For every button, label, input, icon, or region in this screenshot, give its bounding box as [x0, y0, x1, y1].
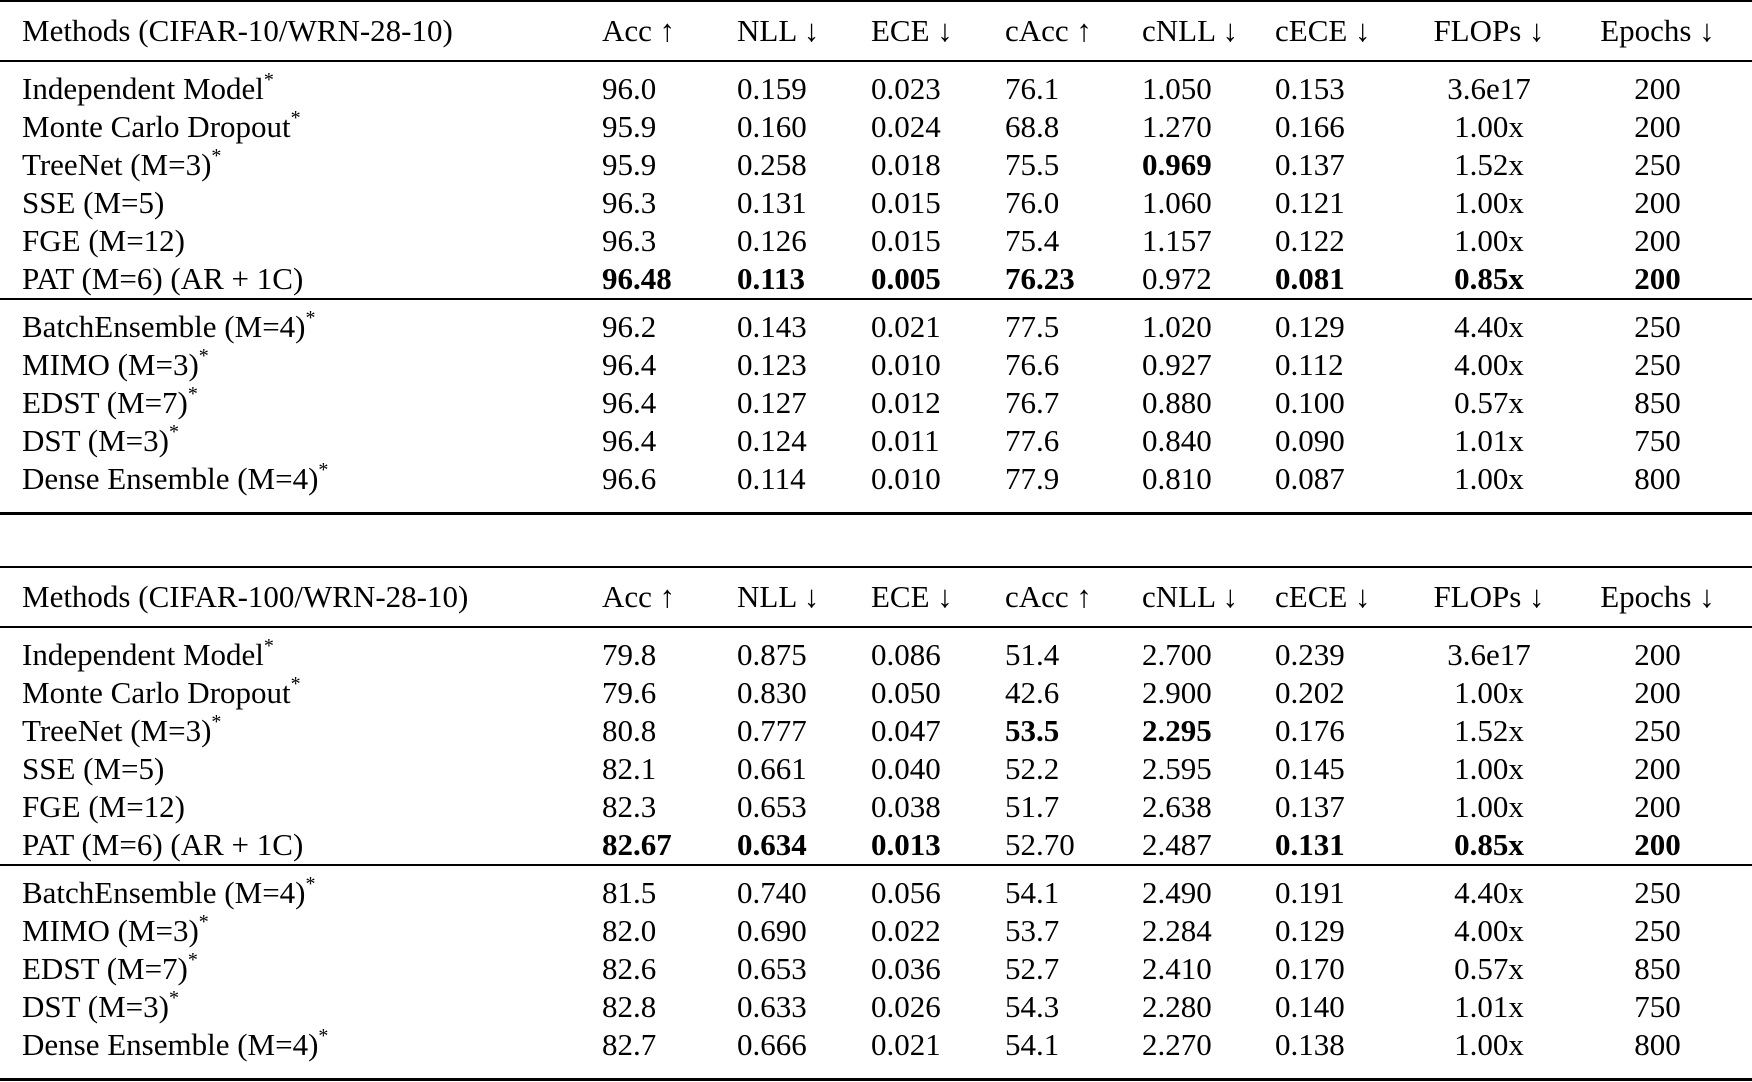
footnote-star: *	[211, 144, 222, 167]
method-cell	[0, 70, 602, 108]
table-row	[0, 788, 1752, 826]
footnote-star: *	[211, 710, 222, 733]
value-cell: 0.972	[1142, 261, 1212, 296]
method-name: Monte Carlo Dropout	[22, 109, 291, 144]
table-row	[0, 308, 1752, 346]
value-cell: 850	[1634, 951, 1681, 986]
value-cell: 4.40x	[1454, 309, 1524, 344]
value-cell: 0.57x	[1454, 951, 1524, 986]
footnote-star: *	[198, 910, 209, 933]
method-cell	[0, 826, 602, 865]
value-cell: 0.122	[1275, 223, 1345, 258]
value-cell: 0.113	[737, 261, 806, 296]
value-cell: 0.137	[1275, 147, 1345, 182]
results-table	[0, 566, 1752, 1081]
value-cell: 3.6e17	[1447, 637, 1531, 672]
value-cell: 0.145	[1275, 751, 1345, 786]
method-name: DST (M=3)	[22, 989, 169, 1024]
value-cell: 54.1	[1005, 1027, 1060, 1062]
value-cell: 42.6	[1005, 675, 1060, 710]
value-cell: 51.7	[1005, 789, 1060, 824]
value-cell: 0.021	[871, 309, 941, 344]
value-cell: 0.015	[871, 223, 941, 258]
method-cell	[0, 674, 602, 712]
value-cell: 0.012	[871, 385, 941, 420]
value-cell: 2.900	[1142, 675, 1212, 710]
value-cell: 0.081	[1275, 261, 1345, 296]
method-name: SSE (M=5)	[22, 185, 165, 220]
method-name: Monte Carlo Dropout	[22, 675, 291, 710]
methods-header: Methods (CIFAR-100/WRN-28-10)	[22, 579, 469, 614]
value-cell: 0.011	[871, 423, 940, 458]
value-cell: 0.170	[1275, 951, 1345, 986]
value-cell: 0.85x	[1454, 827, 1524, 862]
value-cell: 0.124	[737, 423, 807, 458]
value-cell: 0.022	[871, 913, 941, 948]
cifar100-results-table	[0, 566, 1752, 1081]
value-cell: 0.880	[1142, 385, 1212, 420]
method-cell	[0, 184, 602, 222]
value-cell: 1.270	[1142, 109, 1212, 144]
value-cell: 53.5	[1005, 713, 1060, 748]
value-cell: 80.8	[602, 713, 657, 748]
table-row	[0, 750, 1752, 788]
cifar10-results-table	[0, 0, 1752, 515]
value-cell: 96.0	[602, 71, 657, 106]
value-cell: 0.040	[871, 751, 941, 786]
value-cell: 95.9	[602, 109, 657, 144]
column-header: Epochs ↓	[1600, 13, 1715, 48]
value-cell: 1.157	[1142, 223, 1212, 258]
method-name: DST (M=3)	[22, 423, 169, 458]
value-cell: 82.0	[602, 913, 657, 948]
value-cell: 1.060	[1142, 185, 1212, 220]
value-cell: 96.4	[602, 423, 657, 458]
value-cell: 96.3	[602, 185, 657, 220]
method-cell	[0, 384, 602, 422]
value-cell: 0.927	[1142, 347, 1212, 382]
value-cell: 250	[1634, 147, 1681, 182]
footnote-star: *	[187, 382, 198, 405]
table-row	[0, 184, 1752, 222]
table-row	[0, 108, 1752, 146]
value-cell: 0.140	[1275, 989, 1345, 1024]
column-header: cECE ↓	[1275, 579, 1371, 614]
table-row	[0, 1026, 1752, 1064]
value-cell: 0.690	[737, 913, 807, 948]
value-cell: 250	[1634, 309, 1681, 344]
value-cell: 96.3	[602, 223, 657, 258]
column-header: ECE ↓	[871, 579, 953, 614]
method-name: TreeNet (M=3)	[22, 147, 212, 182]
header-row	[0, 1, 1752, 61]
value-cell: 200	[1634, 109, 1681, 144]
value-cell: 0.653	[737, 789, 807, 824]
value-cell: 0.740	[737, 875, 807, 910]
value-cell: 54.1	[1005, 875, 1060, 910]
value-cell: 1.00x	[1454, 675, 1524, 710]
footnote-star: *	[290, 672, 301, 695]
value-cell: 4.00x	[1454, 913, 1524, 948]
value-cell: 200	[1634, 675, 1681, 710]
value-cell: 200	[1634, 71, 1681, 106]
value-cell: 79.6	[602, 675, 657, 710]
footnote-star: *	[305, 306, 316, 329]
method-name: EDST (M=7)	[22, 951, 188, 986]
value-cell: 200	[1634, 751, 1681, 786]
value-cell: 0.830	[737, 675, 807, 710]
value-cell: 51.4	[1005, 637, 1060, 672]
value-cell: 1.00x	[1454, 185, 1524, 220]
value-cell: 0.114	[737, 461, 806, 496]
footnote-star: *	[263, 68, 274, 91]
column-header: NLL ↓	[737, 13, 820, 48]
table-row	[0, 950, 1752, 988]
value-cell: 0.666	[737, 1027, 807, 1062]
footnote-star: *	[168, 986, 179, 1009]
value-cell: 0.127	[737, 385, 807, 420]
value-cell: 76.1	[1005, 71, 1060, 106]
value-cell: 76.0	[1005, 185, 1060, 220]
table-row	[0, 70, 1752, 108]
value-cell: 2.270	[1142, 1027, 1212, 1062]
value-cell: 0.131	[737, 185, 807, 220]
value-cell: 850	[1634, 385, 1681, 420]
table-row	[0, 636, 1752, 674]
value-cell: 0.100	[1275, 385, 1345, 420]
method-cell	[0, 1026, 602, 1064]
method-name: MIMO (M=3)	[22, 347, 199, 382]
value-cell: 76.6	[1005, 347, 1060, 382]
value-cell: 0.159	[737, 71, 807, 106]
method-name: SSE (M=5)	[22, 751, 165, 786]
table-row	[0, 222, 1752, 260]
column-header: cNLL ↓	[1142, 13, 1239, 48]
value-cell: 0.129	[1275, 309, 1345, 344]
value-cell: 76.23	[1005, 261, 1075, 296]
value-cell: 0.090	[1275, 423, 1345, 458]
value-cell: 0.018	[871, 147, 941, 182]
value-cell: 96.48	[602, 261, 672, 296]
value-cell: 79.8	[602, 637, 657, 672]
value-cell: 200	[1634, 185, 1681, 220]
value-cell: 82.67	[602, 827, 672, 862]
column-header: FLOPs ↓	[1433, 579, 1545, 614]
method-name: BatchEnsemble (M=4)	[22, 875, 306, 910]
value-cell: 0.810	[1142, 461, 1212, 496]
footnote-star: *	[318, 1024, 329, 1047]
value-cell: 4.40x	[1454, 875, 1524, 910]
value-cell: 0.126	[737, 223, 807, 258]
value-cell: 0.258	[737, 147, 807, 182]
value-cell: 250	[1634, 875, 1681, 910]
value-cell: 1.00x	[1454, 461, 1524, 496]
value-cell: 2.490	[1142, 875, 1212, 910]
value-cell: 96.6	[602, 461, 657, 496]
method-cell	[0, 146, 602, 184]
value-cell: 200	[1634, 789, 1681, 824]
method-cell	[0, 874, 602, 912]
value-cell: 0.129	[1275, 913, 1345, 948]
footnote-star: *	[263, 634, 274, 657]
method-name: Independent Model	[22, 71, 264, 106]
value-cell: 0.015	[871, 185, 941, 220]
value-cell: 2.295	[1142, 713, 1212, 748]
value-cell: 2.280	[1142, 989, 1212, 1024]
value-cell: 0.153	[1275, 71, 1345, 106]
value-cell: 96.4	[602, 385, 657, 420]
method-cell	[0, 260, 602, 299]
value-cell: 0.160	[737, 109, 807, 144]
table-row	[0, 460, 1752, 498]
table-row	[0, 874, 1752, 912]
value-cell: 2.410	[1142, 951, 1212, 986]
table-row	[0, 422, 1752, 460]
method-name: MIMO (M=3)	[22, 913, 199, 948]
value-cell: 0.969	[1142, 147, 1212, 182]
value-cell: 0.023	[871, 71, 941, 106]
value-cell: 0.121	[1275, 185, 1345, 220]
value-cell: 96.2	[602, 309, 657, 344]
value-cell: 0.087	[1275, 461, 1345, 496]
value-cell: 82.8	[602, 989, 657, 1024]
method-cell	[0, 222, 602, 260]
table-row	[0, 988, 1752, 1026]
value-cell: 52.70	[1005, 827, 1075, 862]
value-cell: 0.176	[1275, 713, 1345, 748]
method-name: Dense Ensemble (M=4)	[22, 461, 319, 496]
table-row	[0, 712, 1752, 750]
value-cell: 0.875	[737, 637, 807, 672]
value-cell: 96.4	[602, 347, 657, 382]
column-header: ECE ↓	[871, 13, 953, 48]
method-cell	[0, 636, 602, 674]
method-name: PAT (M=6) (AR + 1C)	[22, 827, 304, 862]
value-cell: 77.5	[1005, 309, 1060, 344]
method-name: FGE (M=12)	[22, 789, 186, 824]
value-cell: 0.050	[871, 675, 941, 710]
methods-header: Methods (CIFAR-10/WRN-28-10)	[22, 13, 453, 48]
table-row	[0, 384, 1752, 422]
value-cell: 800	[1634, 1027, 1681, 1062]
value-cell: 2.595	[1142, 751, 1212, 786]
value-cell: 0.024	[871, 109, 941, 144]
table-row	[0, 912, 1752, 950]
method-name: PAT (M=6) (AR + 1C)	[22, 261, 304, 296]
table-row	[0, 826, 1752, 865]
method-cell	[0, 712, 602, 750]
method-cell	[0, 912, 602, 950]
value-cell: 2.638	[1142, 789, 1212, 824]
header-row	[0, 567, 1752, 627]
value-cell: 750	[1634, 423, 1681, 458]
value-cell: 0.036	[871, 951, 941, 986]
value-cell: 250	[1634, 913, 1681, 948]
method-cell	[0, 346, 602, 384]
results-table	[0, 0, 1752, 515]
method-name: Independent Model	[22, 637, 264, 672]
value-cell: 200	[1634, 637, 1681, 672]
value-cell: 800	[1634, 461, 1681, 496]
value-cell: 53.7	[1005, 913, 1060, 948]
table-row	[0, 260, 1752, 299]
value-cell: 0.013	[871, 827, 941, 862]
value-cell: 0.038	[871, 789, 941, 824]
value-cell: 1.00x	[1454, 109, 1524, 144]
value-cell: 82.1	[602, 751, 657, 786]
table-row	[0, 346, 1752, 384]
footnote-star: *	[198, 344, 209, 367]
value-cell: 0.239	[1275, 637, 1345, 672]
value-cell: 4.00x	[1454, 347, 1524, 382]
value-cell: 0.086	[871, 637, 941, 672]
method-cell	[0, 750, 602, 788]
value-cell: 0.661	[737, 751, 807, 786]
value-cell: 3.6e17	[1447, 71, 1531, 106]
column-header: NLL ↓	[737, 579, 820, 614]
value-cell: 1.52x	[1454, 147, 1524, 182]
method-name: Dense Ensemble (M=4)	[22, 1027, 319, 1062]
method-name: EDST (M=7)	[22, 385, 188, 420]
table-row	[0, 146, 1752, 184]
value-cell: 77.6	[1005, 423, 1060, 458]
column-header: Acc ↑	[602, 13, 676, 48]
method-cell	[0, 308, 602, 346]
value-cell: 2.284	[1142, 913, 1212, 948]
column-header: cAcc ↑	[1005, 579, 1092, 614]
value-cell: 77.9	[1005, 461, 1060, 496]
column-header: cNLL ↓	[1142, 579, 1239, 614]
method-cell	[0, 422, 602, 460]
method-cell	[0, 950, 602, 988]
value-cell: 1.020	[1142, 309, 1212, 344]
value-cell: 0.840	[1142, 423, 1212, 458]
value-cell: 200	[1634, 827, 1681, 862]
value-cell: 200	[1634, 261, 1681, 296]
footnote-star: *	[305, 872, 316, 895]
value-cell: 68.8	[1005, 109, 1060, 144]
value-cell: 0.202	[1275, 675, 1345, 710]
value-cell: 200	[1634, 223, 1681, 258]
value-cell: 0.005	[871, 261, 941, 296]
method-cell	[0, 460, 602, 498]
footnote-star: *	[187, 948, 198, 971]
column-header: cECE ↓	[1275, 13, 1371, 48]
value-cell: 95.9	[602, 147, 657, 182]
value-cell: 82.6	[602, 951, 657, 986]
value-cell: 0.57x	[1454, 385, 1524, 420]
value-cell: 0.021	[871, 1027, 941, 1062]
method-cell	[0, 788, 602, 826]
value-cell: 0.166	[1275, 109, 1345, 144]
footnote-star: *	[318, 458, 329, 481]
value-cell: 1.52x	[1454, 713, 1524, 748]
value-cell: 0.634	[737, 827, 807, 862]
value-cell: 0.777	[737, 713, 807, 748]
value-cell: 0.010	[871, 461, 941, 496]
value-cell: 75.4	[1005, 223, 1060, 258]
value-cell: 52.2	[1005, 751, 1060, 786]
value-cell: 0.653	[737, 951, 807, 986]
footnote-star: *	[168, 420, 179, 443]
column-header: cAcc ↑	[1005, 13, 1092, 48]
value-cell: 0.137	[1275, 789, 1345, 824]
value-cell: 2.700	[1142, 637, 1212, 672]
value-cell: 0.010	[871, 347, 941, 382]
method-cell	[0, 988, 602, 1026]
value-cell: 0.143	[737, 309, 807, 344]
method-name: FGE (M=12)	[22, 223, 186, 258]
value-cell: 1.01x	[1454, 423, 1524, 458]
value-cell: 0.191	[1275, 875, 1345, 910]
value-cell: 1.00x	[1454, 1027, 1524, 1062]
value-cell: 0.131	[1275, 827, 1345, 862]
table-row	[0, 674, 1752, 712]
value-cell: 76.7	[1005, 385, 1060, 420]
value-cell: 1.00x	[1454, 223, 1524, 258]
value-cell: 52.7	[1005, 951, 1060, 986]
value-cell: 75.5	[1005, 147, 1060, 182]
value-cell: 750	[1634, 989, 1681, 1024]
value-cell: 0.112	[1275, 347, 1344, 382]
value-cell: 0.123	[737, 347, 807, 382]
value-cell: 250	[1634, 713, 1681, 748]
value-cell: 82.7	[602, 1027, 657, 1062]
value-cell: 1.050	[1142, 71, 1212, 106]
value-cell: 0.026	[871, 989, 941, 1024]
value-cell: 250	[1634, 347, 1681, 382]
value-cell: 1.00x	[1454, 789, 1524, 824]
value-cell: 0.85x	[1454, 261, 1524, 296]
value-cell: 0.138	[1275, 1027, 1345, 1062]
value-cell: 82.3	[602, 789, 657, 824]
column-header: FLOPs ↓	[1433, 13, 1545, 48]
column-header: Acc ↑	[602, 579, 676, 614]
method-name: BatchEnsemble (M=4)	[22, 309, 306, 344]
value-cell: 1.01x	[1454, 989, 1524, 1024]
footnote-star: *	[290, 106, 301, 129]
value-cell: 54.3	[1005, 989, 1060, 1024]
method-name: TreeNet (M=3)	[22, 713, 212, 748]
value-cell: 2.487	[1142, 827, 1212, 862]
method-cell	[0, 108, 602, 146]
value-cell: 0.047	[871, 713, 941, 748]
column-header: Epochs ↓	[1600, 579, 1715, 614]
value-cell: 0.056	[871, 875, 941, 910]
value-cell: 0.633	[737, 989, 807, 1024]
value-cell: 81.5	[602, 875, 657, 910]
value-cell: 1.00x	[1454, 751, 1524, 786]
